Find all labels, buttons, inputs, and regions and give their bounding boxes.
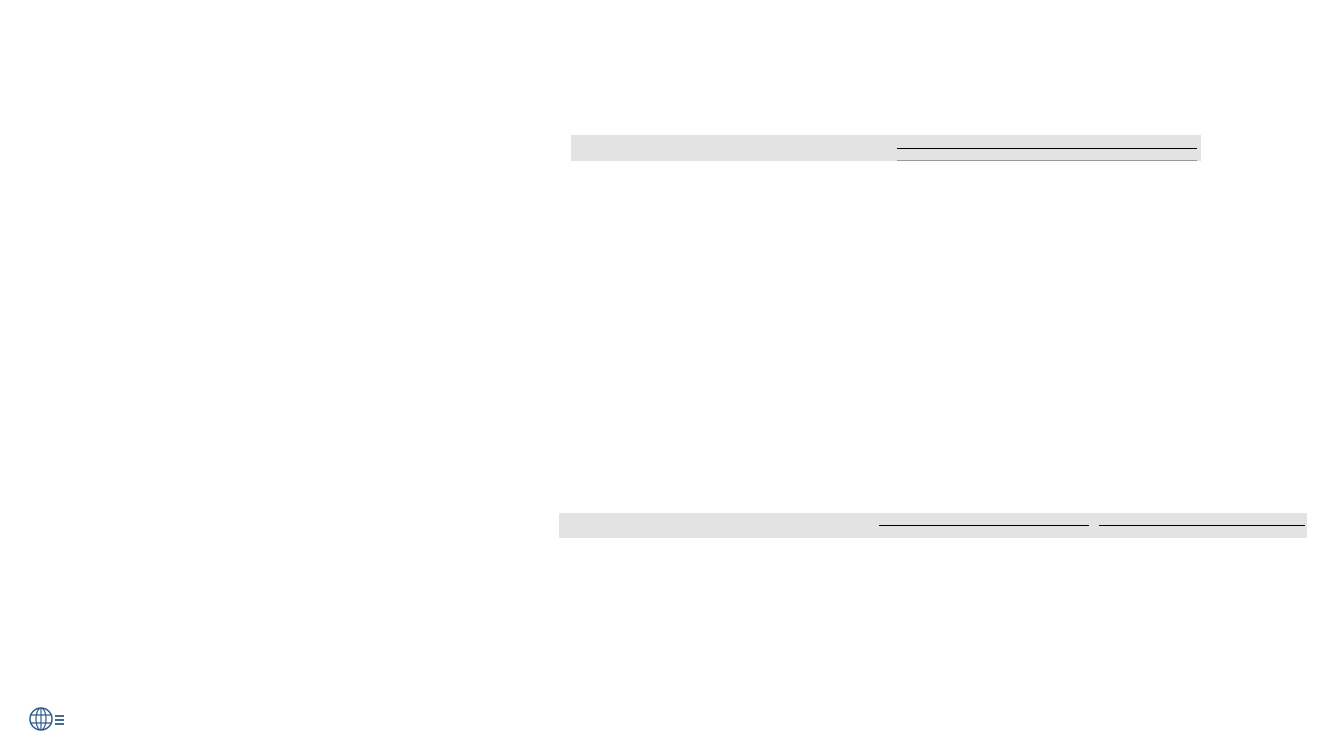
globe-icon [28,706,66,732]
ebitda-reconciliation-table [571,135,1201,395]
free-cash-flow-table [559,513,1307,603]
company-logo [28,706,72,732]
period-header-rule [897,148,1197,149]
